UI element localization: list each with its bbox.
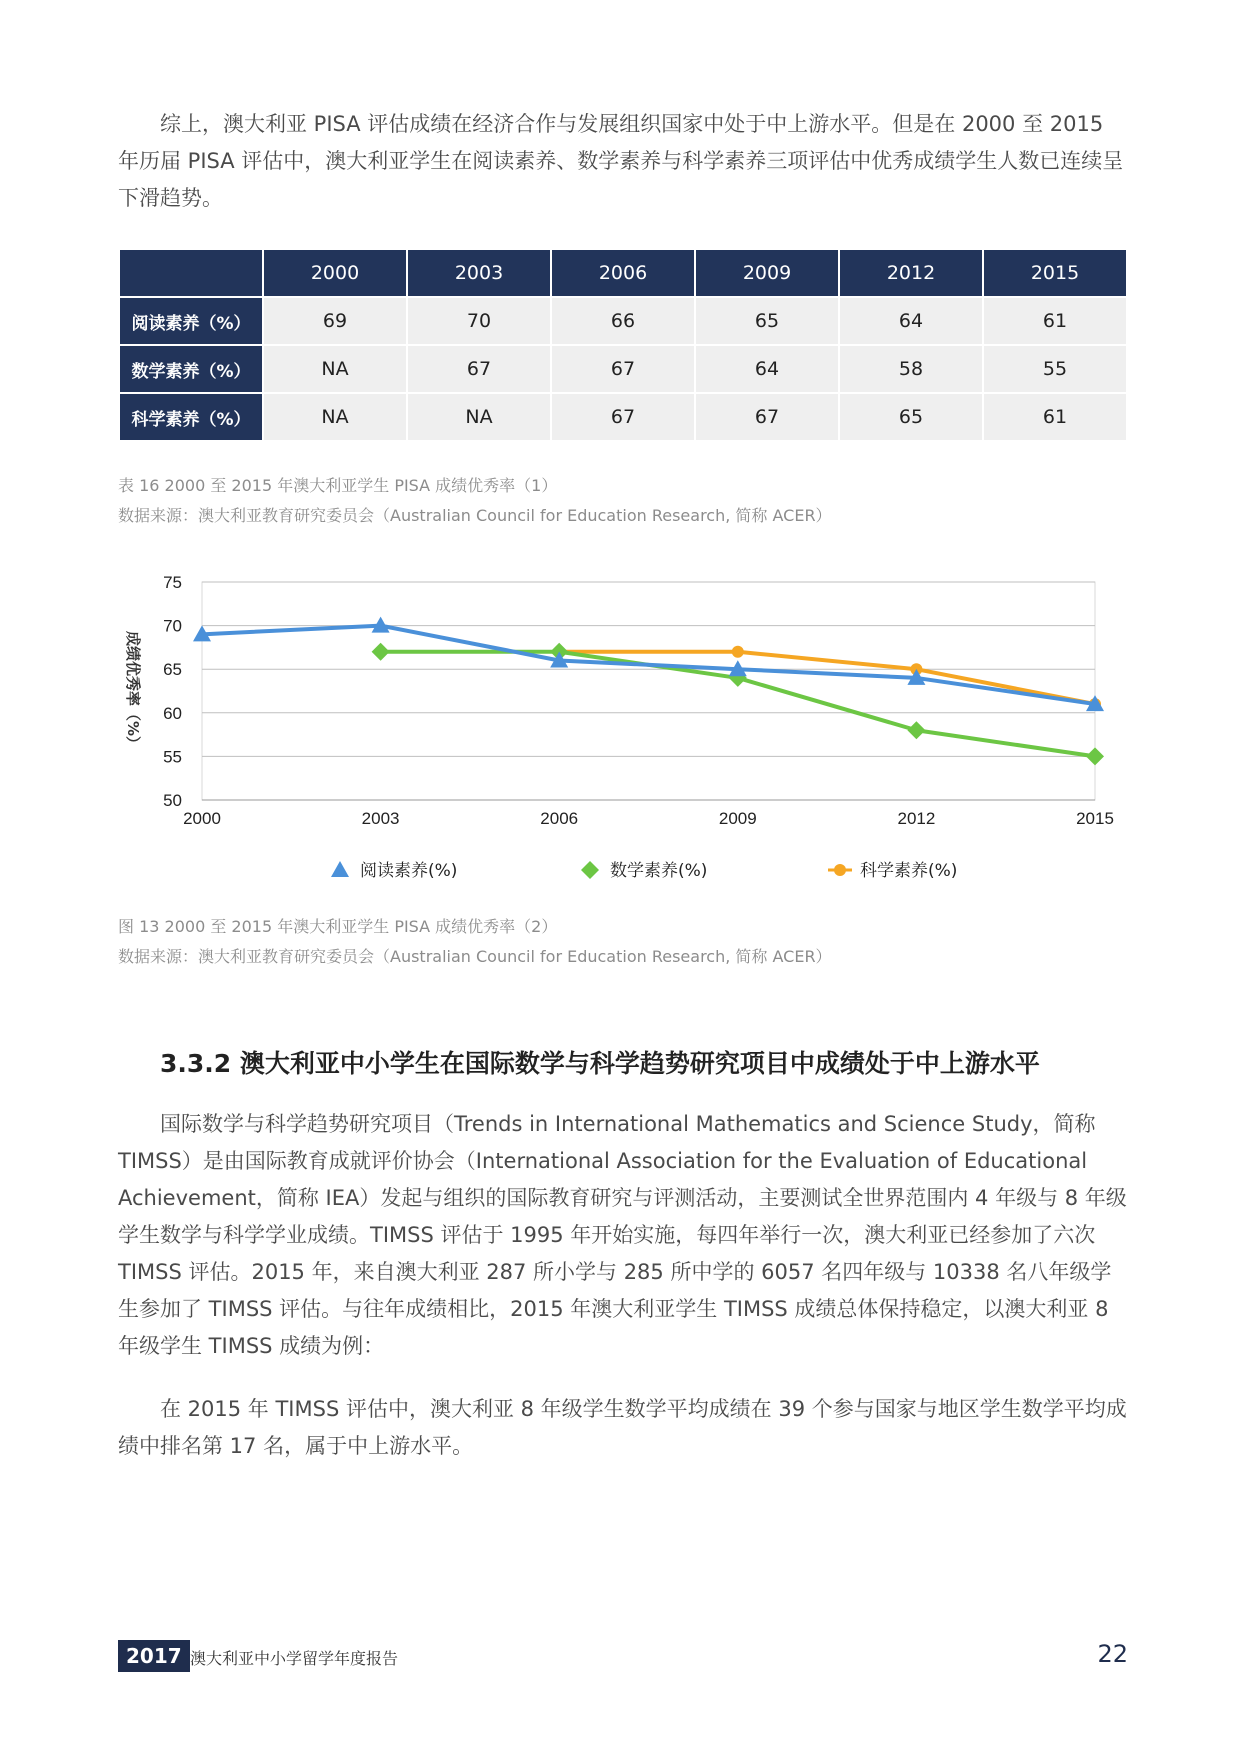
- table-row: [120, 394, 1126, 440]
- table-cell: 67: [408, 346, 550, 392]
- table-header-row: [120, 250, 1126, 296]
- table-cell: 67: [552, 394, 694, 440]
- table-cell: 67: [696, 394, 838, 440]
- data-point: [732, 646, 744, 658]
- pisa-table: [118, 248, 1128, 442]
- table-header-cell: 2012: [840, 250, 982, 296]
- y-tick-label: 75: [163, 573, 182, 592]
- table-header-cell: 2003: [408, 250, 550, 296]
- figure-source: 数据来源：澳大利亚教育研究委员会（Australian Council for Education Research, 简称 ACER）: [118, 947, 832, 966]
- x-tick-label: 2012: [897, 809, 936, 828]
- legend-label: 阅读素养(%): [360, 861, 458, 881]
- footer-year: 2017: [118, 1640, 190, 1672]
- table-cell: 69: [264, 298, 406, 344]
- section-title: 3.3.2 澳大利亚中小学生在国际数学与科学趋势研究项目中成绩处于中上游水平: [160, 1049, 1040, 1078]
- table-cell: 65: [696, 298, 838, 344]
- table-header-cell: 2000: [264, 250, 406, 296]
- x-tick-label: 2009: [718, 809, 757, 828]
- legend-label: 科学素养(%): [860, 861, 958, 881]
- table-cell: 70: [408, 298, 550, 344]
- table-cell: 64: [840, 298, 982, 344]
- table-cell: 55: [984, 346, 1126, 392]
- table-cell: 58: [840, 346, 982, 392]
- table-cell: 66: [552, 298, 694, 344]
- intro-paragraph: [118, 106, 1128, 217]
- table-cell: 64: [696, 346, 838, 392]
- table-header-cell: 2015: [984, 250, 1126, 296]
- plot-frame: [202, 582, 1095, 800]
- table-cell: 67: [552, 346, 694, 392]
- data-point: [907, 721, 925, 739]
- series-line: [559, 652, 1095, 704]
- table-corner-cell: [120, 250, 262, 296]
- legend-marker: [581, 861, 599, 879]
- table-cell: 61: [984, 298, 1126, 344]
- table-header-cell: 2006: [552, 250, 694, 296]
- page-number: 22: [1097, 1640, 1128, 1668]
- table-caption: 表 16 2000 至 2015 年澳大利亚学生 PISA 成绩优秀率（1）: [118, 476, 558, 495]
- body-paragraph-1: [118, 1106, 1128, 1365]
- data-point: [372, 643, 390, 661]
- body-text-2: 在 2015 年 TIMSS 评估中，澳大利亚 8 年级学生数学平均成绩在 39 个参与国家与地区学生数学平均成绩中排名第 17 名，属于中上游水平。: [118, 1397, 1127, 1458]
- line-chart: [110, 570, 1140, 890]
- table-source: 数据来源：澳大利亚教育研究委员会（Australian Council for Education Research, 简称 ACER）: [118, 506, 832, 525]
- page-footer: [118, 1640, 1128, 1674]
- table-cell: NA: [264, 394, 406, 440]
- table-row-label: 科学素养（%）: [120, 394, 262, 440]
- table-cell: 65: [840, 394, 982, 440]
- table-row-label: 数学素养（%）: [120, 346, 262, 392]
- figure-caption: 图 13 2000 至 2015 年澳大利亚学生 PISA 成绩优秀率（2）: [118, 917, 558, 936]
- y-tick-label: 65: [163, 660, 182, 680]
- table-header-cell: 2009: [696, 250, 838, 296]
- x-tick-label: 2006: [540, 809, 579, 828]
- x-tick-label: 2003: [361, 809, 400, 828]
- data-point: [1086, 747, 1104, 765]
- y-tick-label: 55: [163, 747, 182, 767]
- intro-text: 综上，澳大利亚 PISA 评估成绩在经济合作与发展组织国家中处于中上游水平。但是在 2000 至 2015 年历届 PISA 评估中，澳大利亚学生在阅读素养、数学素养与科学素养三项评估中优秀成绩学生人数已连续呈下滑趋势。: [118, 112, 1124, 210]
- y-tick-label: 70: [163, 616, 182, 636]
- table-row-label: 阅读素养（%）: [120, 298, 262, 344]
- body-text-1: 国际数学与科学趋势研究项目（Trends in International Mathematics and Science Study，简称 TIMSS）是由国际教育成就评价协会（International Association for the Evaluation of Educational Achievement，简称 IEA）发起与组织的国际教育研究与评测活动，主要测试全世界范围内 4 年级与 8 年级学生数学与科学学业成绩。TIMSS 评估于 1995 年开始实施，每四年举行一次，澳大利亚已经参加了六次 TIMSS 评估。2015 年，来自澳大利亚 287 所小学与 285 所中学的 6057 名四年级与 10338 名八年级学生参加了 TIMSS 评估。与往年成绩相比，2015 年澳大利亚学生 TIMSS 成绩总体保持稳定，以澳大利亚 8 年级学生 TIMSS 成绩为例：: [118, 1112, 1127, 1358]
- x-tick-label: 2000: [183, 809, 221, 828]
- footer-title: 澳大利亚中小学留学年度报告: [190, 1649, 399, 1668]
- legend-marker: [834, 864, 846, 876]
- table-row: [120, 346, 1126, 392]
- body-paragraph-2: [118, 1391, 1128, 1465]
- y-tick-label: 60: [163, 703, 182, 723]
- table-cell: 61: [984, 394, 1126, 440]
- y-tick-label: 50: [163, 791, 182, 810]
- table-cell: NA: [264, 346, 406, 392]
- legend-marker: [331, 861, 349, 877]
- table-row: [120, 298, 1126, 344]
- y-axis-label: 成绩优秀率（%）: [124, 630, 142, 752]
- table-cell: NA: [408, 394, 550, 440]
- legend-label: 数学素养(%): [610, 861, 708, 881]
- x-tick-label: 2015: [1076, 809, 1114, 828]
- series-line: [202, 626, 1095, 704]
